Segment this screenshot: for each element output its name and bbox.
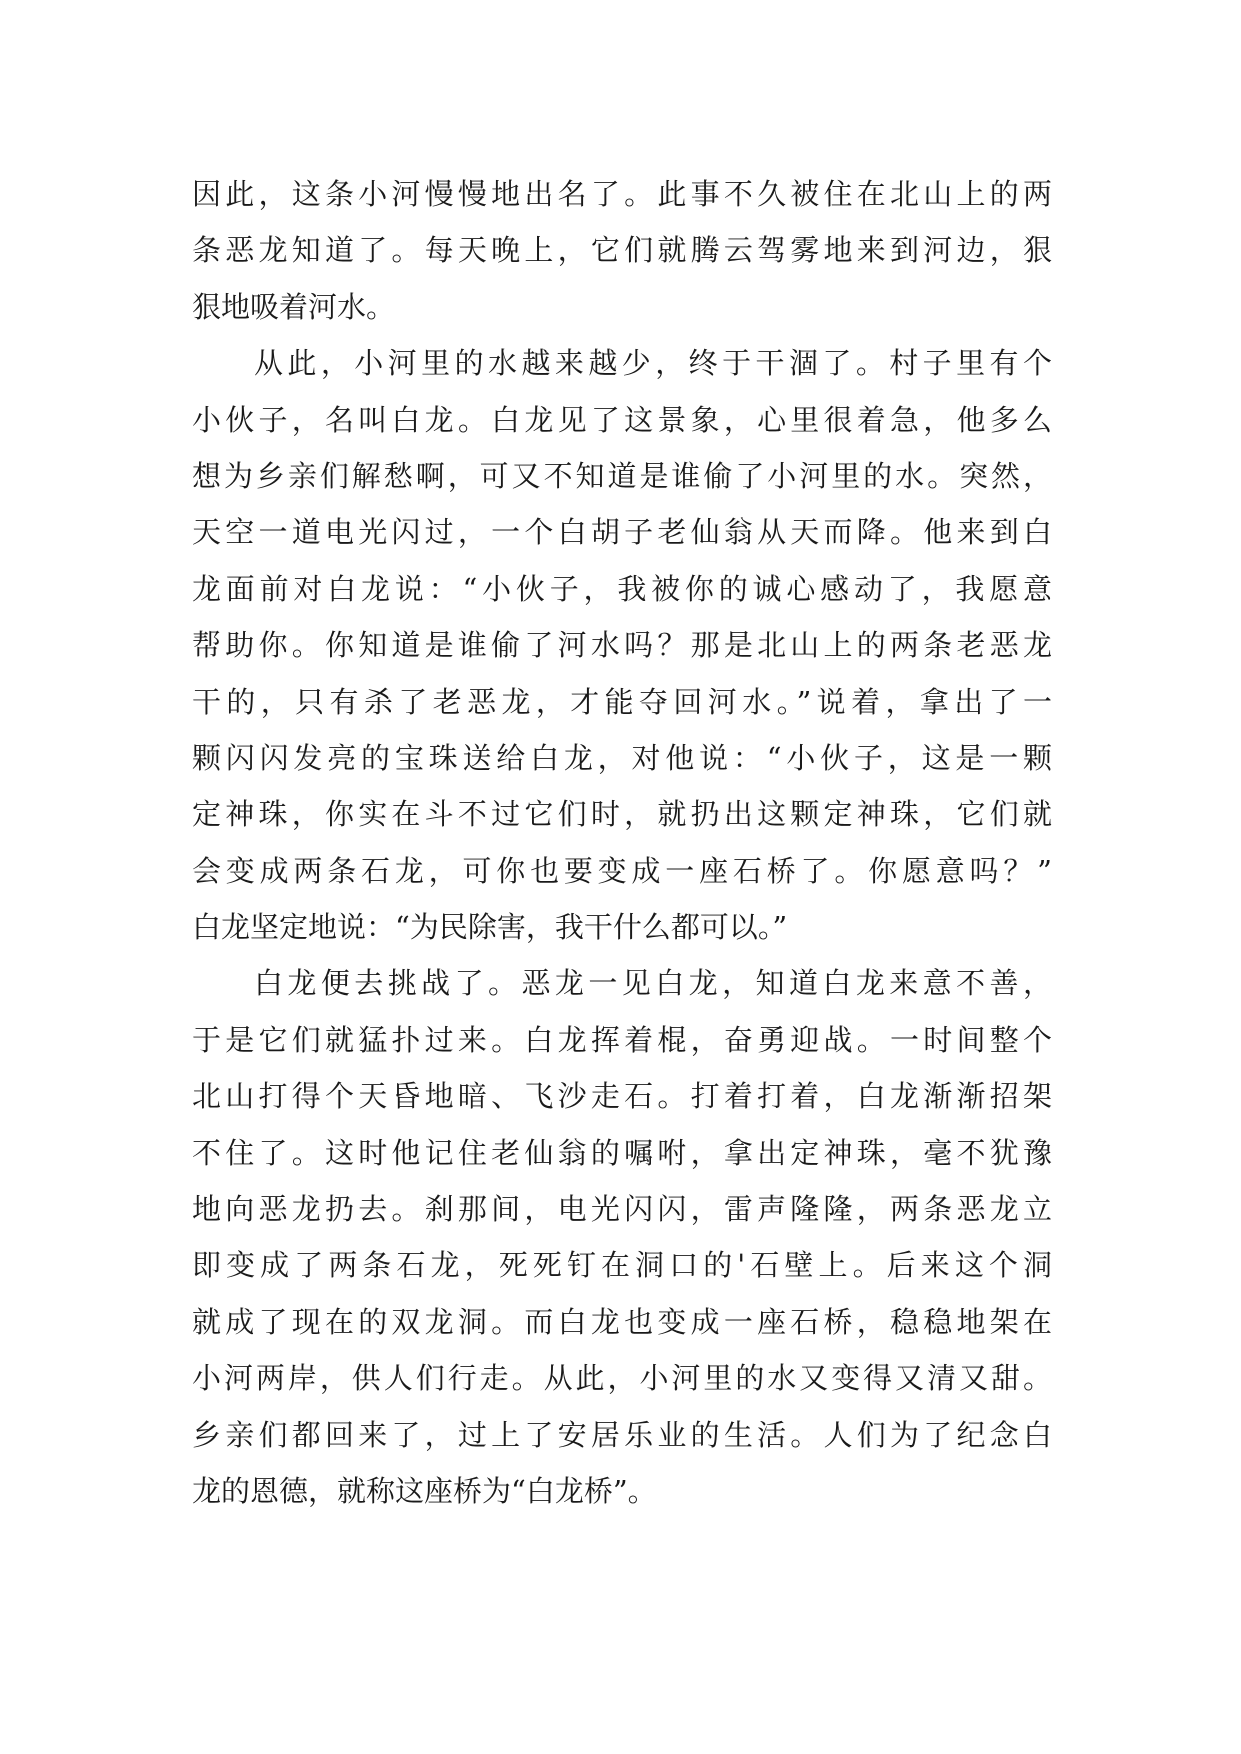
paragraph-1-line-2: 条恶龙知道了。每天晚上，它们就腾云驾雾地来到河边，狠 <box>192 233 1052 268</box>
paragraph-2-line-1: 从此，小河里的水越来越少，终于干涸了。村子里有个 <box>254 346 1052 381</box>
paragraph-1-line-1: 因此，这条小河慢慢地出名了。此事不久被住在北山上的两 <box>192 177 1052 211</box>
paragraph-3-line-7: 就成了现在的双龙洞。而白龙也变成一座石桥，稳稳地架在 <box>192 1304 1052 1339</box>
story-text <box>192 166 1052 1519</box>
paragraph-3-line-6: 即变成了两条石龙，死死钉在洞口的'石壁上。后来这个洞 <box>192 1248 1052 1283</box>
paragraph-2-line-5: 龙面前对白龙说：“小伙子，我被你的诚心感动了，我愿意 <box>192 571 1052 606</box>
paragraph-2-line-6: 帮助你。你知道是谁偷了河水吗？那是北山上的两条老恶龙 <box>192 628 1052 663</box>
paragraph-3-line-2: 于是它们就猛扑过来。白龙挥着棍，奋勇迎战。一时间整个 <box>192 1022 1052 1057</box>
paragraph-2-line-8: 颗闪闪发亮的宝珠送给白龙，对他说：“小伙子，这是一颗 <box>192 740 1052 775</box>
paragraph-3-line-4: 不住了。这时他记住老仙翁的嘱咐，拿出定神珠，毫不犹豫 <box>192 1135 1052 1170</box>
paragraph-3-line-5: 地向恶龙扔去。刹那间，电光闪闪，雷声隆隆，两条恶龙立 <box>192 1192 1052 1227</box>
paragraph-2-line-2: 小伙子，名叫白龙。白龙见了这景象，心里很着急，他多么 <box>192 402 1052 437</box>
paragraph-3-line-3: 北山打得个天昏地暗、飞沙走石。打着打着，白龙渐渐招架 <box>192 1079 1052 1114</box>
paragraph-2-line-11: 白龙坚定地说：“为民除害，我干什么都可以。” <box>192 910 788 945</box>
paragraph-2-line-3: 想为乡亲们解愁啊，可又不知道是谁偷了小河里的水。突然， <box>192 458 1052 493</box>
paragraph-2-line-7: 干的，只有杀了老恶龙，才能夺回河水。”说着，拿出了一 <box>192 684 1052 719</box>
paragraph-3-line-1: 白龙便去挑战了。恶龙一见白龙，知道白龙来意不善， <box>254 966 1052 1001</box>
paragraph-1-line-3: 狠地吸着河水。 <box>192 289 396 324</box>
paragraph-3-line-10: 龙的恩德，就称这座桥为“白龙桥”。 <box>192 1473 657 1508</box>
paragraph-3-line-9: 乡亲们都回来了，过上了安居乐业的生活。人们为了纪念白 <box>192 1417 1052 1452</box>
paragraph-2-line-10: 会变成两条石龙，可你也要变成一座石桥了。你愿意吗？” <box>192 853 1052 888</box>
paragraph-3-line-8: 小河两岸，供人们行走。从此，小河里的水又变得又清又甜。 <box>192 1361 1052 1396</box>
paragraph-2-line-9: 定神珠，你实在斗不过它们时，就扔出这颗定神珠，它们就 <box>192 797 1052 832</box>
paragraph-2-line-4: 天空一道电光闪过，一个白胡子老仙翁从天而降。他来到白 <box>192 515 1052 550</box>
